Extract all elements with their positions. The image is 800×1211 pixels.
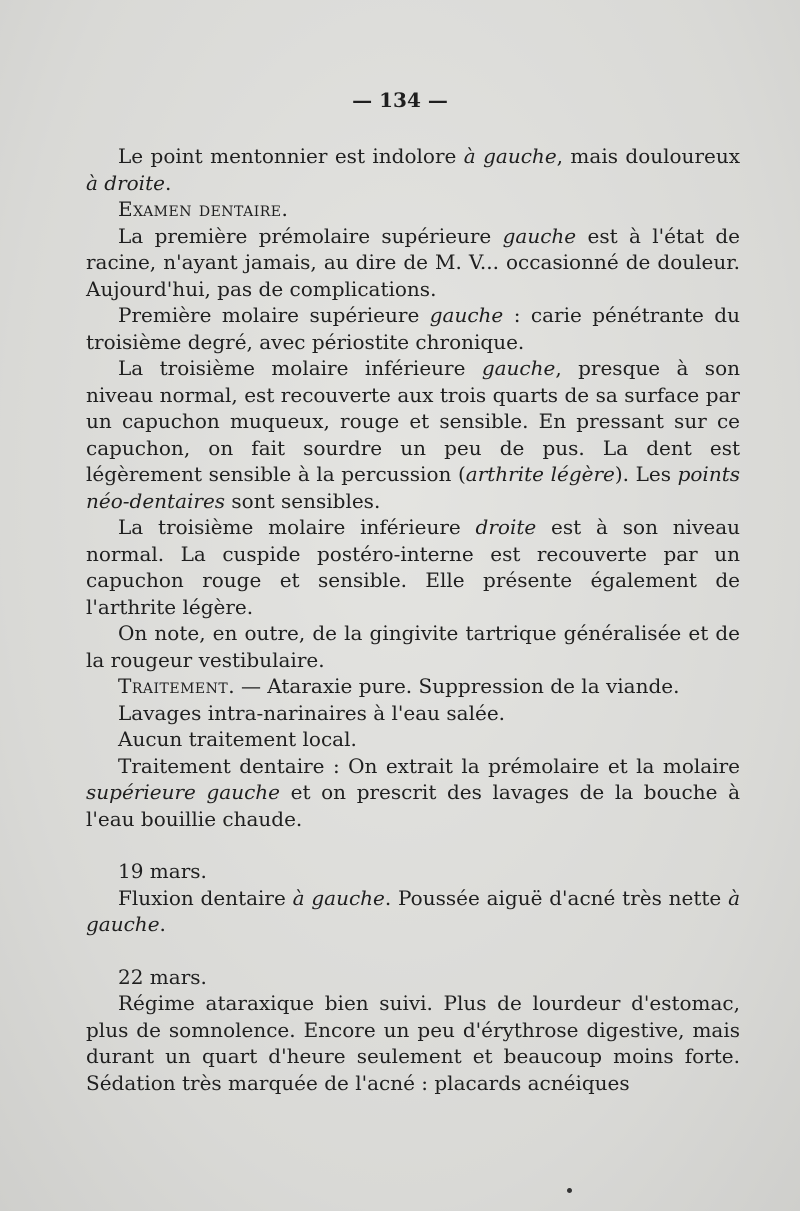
paragraph: Aucun traitement local. (118, 727, 357, 751)
date-heading: 22 mars. (118, 964, 207, 989)
paragraph: Régime ataraxique bien suivi. Plus de lourdeur d'estomac, plus de somnolence. Encore un peu d'érythrose digestive, mais durant un quart d'heure seulement et beaucoup moins forte. Sédation très marquée de l'acné : placards acnéiques (86, 991, 740, 1095)
body-text (86, 143, 740, 1096)
section-heading: Traitement. — Ataraxie pure. Suppression de la viande. (118, 674, 680, 698)
paragraph: On note, en outre, de la gingivite tartrique généralisée et de la rougeur vestibulaire. (86, 621, 740, 672)
page-number: — 134 — (352, 88, 448, 112)
date-heading: 19 mars. (118, 859, 207, 883)
paragraph: Lavages intra-narinaires à l'eau salée. (118, 700, 506, 725)
paragraph: Première molaire supérieure gauche : carie pénétrante du troisième degré, avec périostite chronique. (86, 303, 740, 354)
paragraph: Fluxion dentaire à gauche. Poussée aiguë d'acné très nette à gauche. (86, 885, 741, 936)
paragraph: La troisième molaire inférieure droite est à son niveau normal. La cuspide postéro-interne est recouverte par un capuchon rouge et sensible. Elle présente également de l'arthrite légère. (86, 515, 740, 619)
paragraph: Le point mentonnier est indolore à gauche, mais douloureux à droite. (86, 144, 740, 195)
section-heading: Examen dentaire. (118, 197, 288, 221)
paragraph: La troisième molaire inférieure gauche, presque à son niveau normal, est recouverte aux trois quarts de sa surface par un capuchon muqueux, rouge et sensible. En pressant sur ce capuchon, on fait sourdre un peu de pus. La dent est légèrement sensible à la percussion (arthrite légère). Les points néo-dentaires sont sensibles. (86, 356, 740, 513)
paragraph: Traitement dentaire : On extrait la prémolaire et la molaire supérieure gauche et on prescrit des lavages de la bouche à l'eau bouillie chaude. (86, 753, 740, 831)
ink-speck (567, 1188, 572, 1193)
paragraph: La première prémolaire supérieure gauche est à l'état de racine, n'ayant jamais, au dire de M. V... occasionné de douleur. Aujourd'hui, pas de complications. (86, 223, 740, 301)
